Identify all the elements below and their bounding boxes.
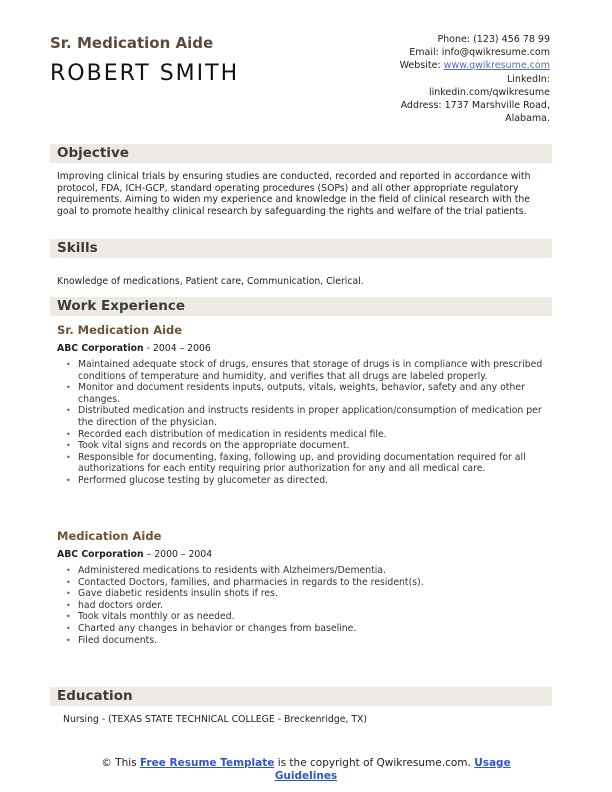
job-1-dates: - 2004 – 2006 <box>143 343 211 354</box>
education-heading: Education <box>50 687 552 706</box>
list-item: • Contacted Doctors, families, and pharmacies in regards to the resident(s). <box>63 577 543 589</box>
contact-website <box>310 59 550 72</box>
list-item: • Took vitals monthly or as needed. <box>63 611 543 623</box>
contact-linkedin-label: LinkedIn: <box>506 73 550 85</box>
job-2-company: ABC Corporation <box>57 549 144 560</box>
list-item: • Administered medications to residents with Alzheimers/Dementia. <box>63 565 543 577</box>
list-item: • Performed glucose testing by glucometer as directed. <box>63 475 543 487</box>
usage-guidelines-link-part2[interactable]: Guidelines <box>274 770 338 782</box>
job-2-bullets <box>63 565 543 646</box>
job-1-bullets <box>63 359 543 487</box>
contact-block <box>310 33 550 125</box>
job-2-role: Medication Aide <box>57 529 162 543</box>
list-item: • Recorded each distribution of medication in residents medical file. <box>63 429 543 441</box>
list-item: • had doctors order. <box>63 600 543 612</box>
job-1-company-line <box>57 343 211 354</box>
list-item: • Gave diabetic residents insulin shots if res. <box>63 588 543 600</box>
list-item: • Filed documents. <box>63 635 543 647</box>
skills-heading: Skills <box>50 239 552 258</box>
list-item: • Responsible for documenting, faxing, following up, and providing documentation required for all authorizations for each entity requiring prior authorization for any and all medical care. <box>63 452 543 475</box>
list-item: • Charted any changes in behavior or changes from baseline. <box>63 623 543 635</box>
work-experience-heading: Work Experience <box>50 297 552 316</box>
contact-phone: Phone: (123) 456 78 99 <box>437 34 550 45</box>
education-text: Nursing - (TEXAS STATE TECHNICAL COLLEGE - Breckenridge, TX) <box>63 714 368 725</box>
objective-text: Improving clinical trials by ensuring studies are conducted, recorded and reported in accordance with protocol, FDA, ICH-GCP, standard operating procedures (SOPs) and all other appropriate regulatory requirements. Aiming to widen my experience and knowledge in the field of clinical research with the goal to promote healthy clinical research by safeguarding the rights and welfare of the trial patients. <box>57 171 531 217</box>
footer-copyright <box>0 757 612 783</box>
job-1-company: ABC Corporation <box>57 343 144 354</box>
footer-middle: is the copyright of Qwikresume.com. <box>274 757 475 769</box>
contact-website-label: Website: <box>399 60 444 72</box>
contact-address-line2: Alabama. <box>505 113 550 125</box>
header-job-title: Sr. Medication Aide <box>50 34 214 52</box>
contact-website-link[interactable]: www.qwikresume.com <box>443 60 550 72</box>
list-item: • Took vital signs and records on the appropriate document. <box>63 440 543 452</box>
list-item: • Monitor and document residents inputs, outputs, vitals, weights, behavior, safety and any other changes. <box>63 382 543 405</box>
list-item: • Maintained adequate stock of drugs, ensures that storage of drugs is in compliance with prescribed conditions of temperature and humidity, and verifies that all drugs are labeled properly. <box>63 359 543 382</box>
skills-text: Knowledge of medications, Patient care, Communication, Clerical. <box>57 276 364 287</box>
usage-guidelines-link-part1[interactable]: Usage <box>474 757 511 769</box>
contact-email: Email: info@qwikresume.com <box>409 47 550 59</box>
job-2-company-line <box>57 549 212 560</box>
footer-prefix: © This <box>101 757 140 769</box>
job-1-role: Sr. Medication Aide <box>57 323 183 337</box>
list-item: • Distributed medication and instructs residents in proper application/consumption of medication per the direction of the physician. <box>63 405 543 428</box>
job-2-dates: – 2000 – 2004 <box>143 549 213 560</box>
free-resume-template-link[interactable]: Free Resume Template <box>139 757 275 769</box>
objective-heading: Objective <box>50 144 552 163</box>
contact-linkedin-value: linkedin.com/qwikresume <box>428 86 550 98</box>
candidate-name: ROBERT SMITH <box>50 61 240 86</box>
contact-address-line1: Address: 1737 Marshville Road, <box>400 100 550 112</box>
